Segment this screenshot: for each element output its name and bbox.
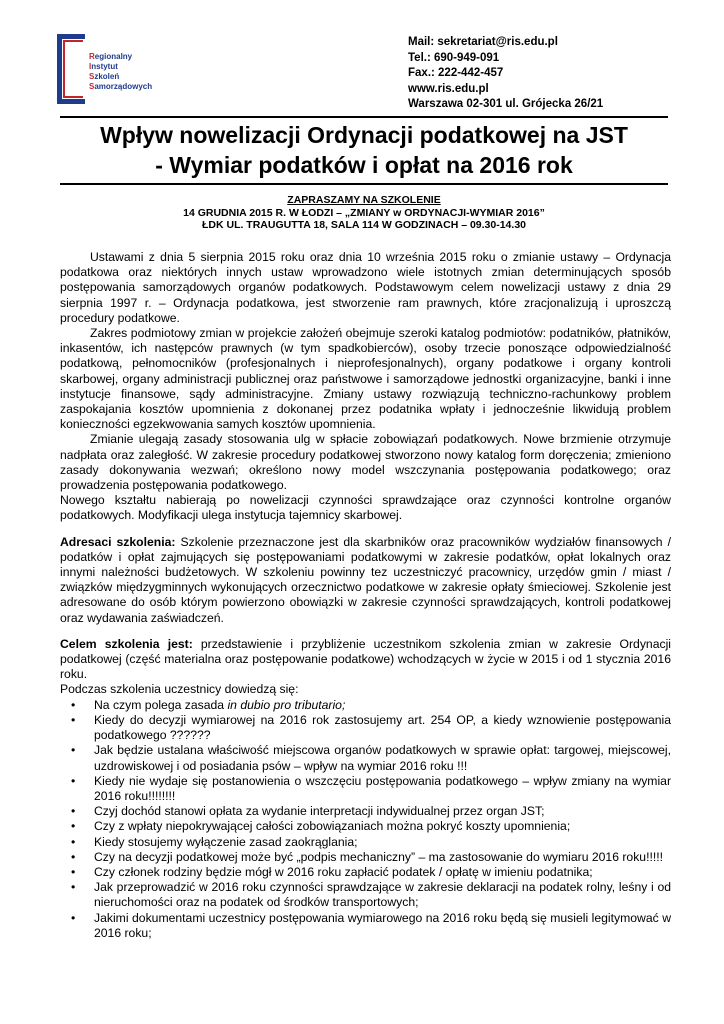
invite-line-2: ŁDK UL. TRAUGUTTA 18, SALA 114 W GODZINACH – 09.30-14.30 (201, 219, 526, 231)
contact-www[interactable]: www.ris.edu.pl (408, 82, 489, 95)
logo-line: Regionalny (89, 52, 133, 61)
list-item: • Kiedy nie wydaje się postanowienia o wszczęciu postępowania podatkowego – wpływ zmiany na wymiar 2016 roku!!!!!!!! (94, 774, 671, 804)
invite-heading: ZAPRASZAMY NA SZKOLENIE (287, 194, 441, 206)
list-item: • Czy z wpłaty niepokrywającej całości zobowiązaniach można pokryć koszty upomnienia; (94, 819, 671, 834)
logo-line: Szkoleń (89, 72, 120, 81)
intro-paragraph-1: Ustawami z dnia 5 sierpnia 2015 roku oraz dnia 10 września 2015 roku o zmianie ustawy – Ordynacja podatkowa oraz niektórych innych ustaw wprowadzono wiele istotnych zmian determinujących sposób postępowania samorządowych organów podatkowych. Podstawowym celem nowelizacji ustawy z dnia 29 sierpnia 1997 r. – Ordynacja podatkowa, jest stworzenie ram prawnych, które zracjonalizują i uproszczą procedury podatkowe. (60, 250, 671, 325)
list-item: • Na czym polega zasada in dubio pro tributario; (94, 698, 671, 713)
title-line-2: - Wymiar podatków i opłat na 2016 rok (155, 152, 573, 178)
intro-paragraph-3: Zmianie ulegają zasady stosowania ulg w spłacie zobowiązań podatkowych. Nowe brzmienie otrzymuje nadpłata oraz zaległość. W zakresie procedury podatkowej stworzono nowy katalog form doręczenia; zmieniono zasady dokonywania wezwań; określono nowy model wszczynania postępowania podatkowego; oraz prowadzenia postępowania podatkowego. (60, 432, 671, 493)
adresaci-label: Adresaci szkolenia: (60, 534, 176, 549)
contact-mail[interactable]: Mail: sekretariat@ris.edu.pl (408, 36, 558, 48)
cel-paragraph (60, 637, 671, 683)
title-divider (60, 183, 668, 185)
adresaci-text: Szkolenie przeznaczone jest dla skarbników oraz pracowników wydziałów finansowych / podatków i opłat zajmujących się postępowaniami podatkowymi w zakresie podatków, opłat lokalnych oraz innymi należności budżetowych. W szkoleniu powinny tez uczestniczyć pracownicy, urzędów gmin / miast / związków międzygminnych wykonujących orzecznictwo podatkowe w zakresie opłaty śmieciowej. Szkolenie jest adresowane do osób którym powierzono obowiązki w zakresie czynności sprawdzających, kontroli podatkowej oraz wydawania zaświadczeń. (60, 534, 671, 625)
list-item: • Jakimi dokumentami uczestnicy postępowania wymiarowego na 2016 roku będą się musieli legitymować w 2016 roku; (94, 911, 671, 941)
contact-address: Warszawa 02-301 ul. Grójecka 26/21 (408, 98, 604, 110)
contact-block (408, 35, 603, 113)
list-item: • Czy na decyzji podatkowej może być „podpis mechaniczny” – ma zastosowanie do wymiaru 2016 roku!!!!! (94, 850, 671, 865)
intro-paragraph-4: Nowego kształtu nabierają po nowelizacji czynności sprawdzające oraz czynności kontrolne organów podatkowych. Modyfikacji ulega instytucja tajemnicy skarbowej. (60, 493, 671, 523)
contact-fax: Fax.: 222-442-457 (408, 67, 504, 79)
invite-line-1: 14 GRUDNIA 2015 R. W ŁODZI – „ZMIANY w ORDYNACJI-WYMIAR 2016” (183, 206, 545, 219)
list-item: • Kiedy stosujemy wyłączenie zasad zaokrąglania; (94, 835, 671, 850)
invitation (60, 194, 668, 232)
topics-list (60, 698, 671, 941)
cel-label: Celem szkolenia jest: (60, 636, 193, 651)
cel-text: przedstawienie i przybliżenie uczestnikom szkolenia zmian w zakresie Ordynacji podatkowej (część materialna oraz postępowanie podatkowe) wchodzących w życie w 2015 i od 1 stycznia 2016 roku. (60, 636, 671, 682)
list-item: • Czy członek rodziny będzie mógł w 2016 roku zapłacić podatek / opłatę w imieniu podatnika; (94, 865, 671, 880)
logo (57, 34, 177, 104)
list-item: • Czyj dochód stanowi opłata za wydanie interpretacji indywidualnej przez organ JST; (94, 804, 671, 819)
page-title (60, 120, 668, 180)
logo-line: Instytut (89, 62, 118, 71)
logo-inner-frame-icon (63, 40, 83, 98)
logo-text (89, 52, 152, 92)
list-item: • Jak będzie ustalana właściwość miejscowa organów podatkowych w sprawie opłat: targowej, miejscowej, uzdrowiskowej i od posiadania psów – wpływ na wymiar 2016 roku !!! (94, 743, 671, 773)
list-item: • Kiedy do decyzji wymiarowej na 2016 rok zastosujemy art. 254 OP, a kiedy wznowienie postępowania podatkowego ?????? (94, 713, 671, 743)
title-line-1: Wpływ nowelizacji Ordynacji podatkowej na JST (100, 122, 628, 148)
top-divider (60, 116, 668, 118)
cel-intro: Podczas szkolenia uczestnicy dowiedzą się: (60, 682, 299, 697)
intro-paragraph-2: Zakres podmiotowy zmian w projekcie założeń obejmuje szeroki katalog podmiotów: podatników, płatników, inkasentów, ich następców prawnych (w tym spadkobierców), osoby trzecie ponoszące odpowiedzialność podatkową, pełnomocników (profesjonalnych i nieprofesjonalnych), organy podatkowe i organy kontroli skarbowej, organy administracji publicznej oraz państwowe i samorządowe jednostki organizacyjne, banki i inne instytucje finansowe, sądy administracyjne. Zmiany ustawy rozwiązują techniczno-rachunkowy problem zaspokajania kosztów upomnienia z dokonanej przez podatnika wpłaty i jednocześnie likwidują problem konieczności egzekwowania samych kosztów upomnienia. (60, 326, 671, 432)
contact-tel: Tel.: 690-949-091 (408, 51, 500, 64)
document-body (60, 250, 671, 941)
adresaci-paragraph (60, 535, 671, 626)
logo-line: Samorządowych (89, 82, 153, 91)
list-item: • Jak przeprowadzić w 2016 roku czynności sprawdzające w zakresie deklaracji na podatek rolny, leśny i od nieruchomości oraz na podatek od środków transportowych; (94, 880, 671, 910)
